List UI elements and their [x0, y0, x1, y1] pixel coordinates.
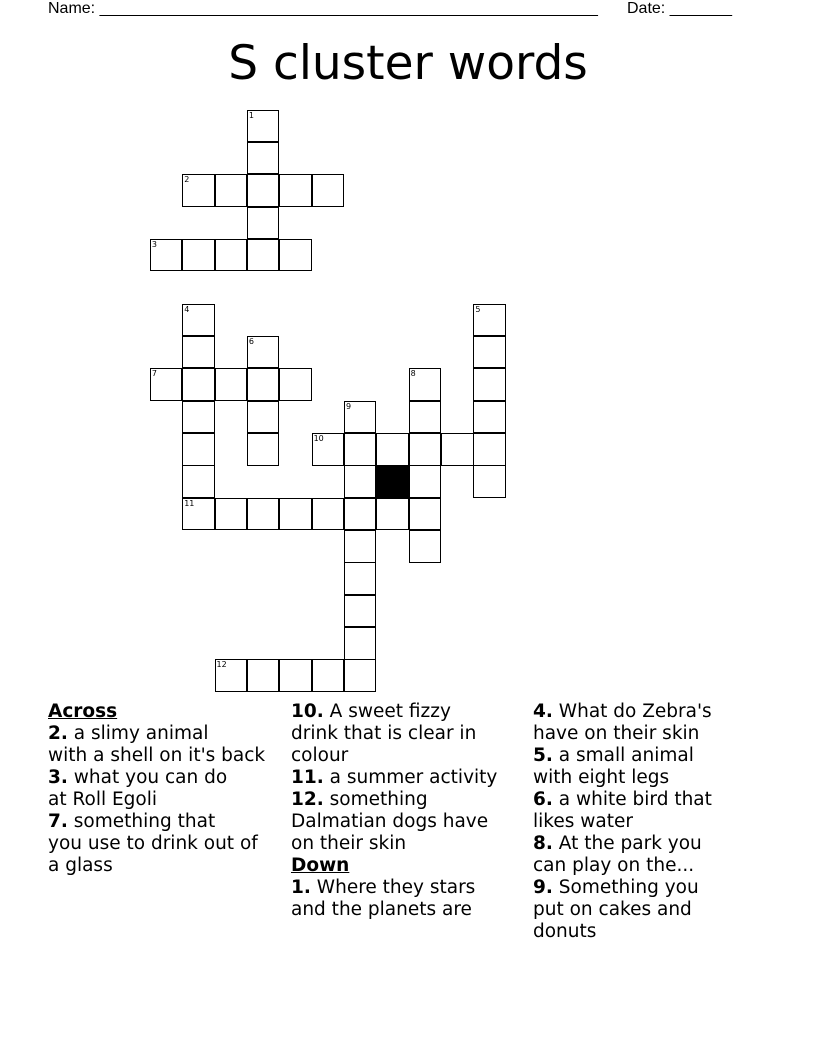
down-clue: [533, 701, 783, 745]
down-clue: [533, 789, 783, 833]
grid-cell[interactable]: [182, 401, 215, 434]
down-clue: [533, 833, 783, 877]
grid-cell[interactable]: [247, 659, 280, 692]
grid-cell[interactable]: [150, 368, 183, 401]
grid-cell[interactable]: [376, 498, 409, 531]
grid-cell[interactable]: [409, 465, 442, 498]
grid-cell[interactable]: [182, 368, 215, 401]
clue-text: a small animal: [558, 745, 694, 766]
grid-cell[interactable]: [182, 304, 215, 337]
clue-number-label: 11.: [291, 767, 324, 788]
clue-number: 6: [248, 336, 254, 346]
down-clue: [291, 877, 531, 921]
grid-cell[interactable]: [344, 401, 377, 434]
clue-number: 2: [184, 175, 190, 185]
grid-cell[interactable]: [344, 595, 377, 628]
clue-number-label: 3.: [48, 767, 68, 788]
grid-cell[interactable]: [409, 368, 442, 401]
clue-text: can play on the...: [533, 855, 695, 876]
grid-cell[interactable]: [279, 239, 312, 272]
clue-text: drink that is clear in: [291, 723, 477, 744]
down-clue: [533, 877, 783, 943]
grid-cell[interactable]: [279, 174, 312, 207]
grid-cell[interactable]: [344, 530, 377, 563]
clue-text: on their skin: [291, 833, 407, 854]
clue-number: 4: [184, 304, 190, 314]
grid-cell[interactable]: [215, 368, 248, 401]
clue-number: 8: [410, 369, 416, 379]
clue-number: 10: [313, 434, 324, 443]
grid-block-cell: [376, 465, 409, 498]
grid-cell[interactable]: [215, 498, 248, 531]
grid-cell[interactable]: [247, 239, 280, 272]
clue-text: Dalmatian dogs have: [291, 811, 489, 832]
clue-text: a slimy animal: [73, 723, 209, 744]
clue-number-label: 7.: [48, 811, 68, 832]
grid-cell[interactable]: [182, 465, 215, 498]
grid-cell[interactable]: [215, 659, 248, 692]
grid-cell[interactable]: [344, 627, 377, 660]
down-heading: Down: [291, 855, 350, 876]
clue-number-label: 6.: [533, 789, 553, 810]
clue-number-label: 1.: [291, 877, 311, 898]
clue-text: A sweet fizzy: [329, 701, 451, 722]
grid-cell[interactable]: [215, 174, 248, 207]
grid-cell[interactable]: [247, 174, 280, 207]
clue-text: At the park you: [558, 833, 702, 854]
clue-text: you use to drink out of: [48, 833, 258, 854]
grid-cell[interactable]: [344, 659, 377, 692]
clue-text: donuts: [533, 921, 597, 942]
across-clue: [48, 723, 288, 767]
grid-cell[interactable]: [312, 433, 345, 466]
clue-column-1: [48, 701, 288, 877]
clue-number-label: 10.: [291, 701, 324, 722]
clue-text: likes water: [533, 811, 633, 832]
clue-number-label: 8.: [533, 833, 553, 854]
grid-cell[interactable]: [441, 433, 474, 466]
grid-cell[interactable]: [279, 368, 312, 401]
grid-cell[interactable]: [344, 465, 377, 498]
clue-text: Something you: [558, 877, 699, 898]
across-clue: [291, 789, 531, 855]
clue-number: 9: [345, 401, 352, 411]
grid-cell[interactable]: [312, 659, 345, 692]
grid-cell[interactable]: [409, 498, 442, 531]
clue-number: 7: [151, 369, 157, 379]
clue-text: Where they stars: [316, 877, 476, 898]
clue-number: 1: [248, 110, 254, 120]
grid-cell[interactable]: [312, 498, 345, 531]
grid-cell[interactable]: [247, 498, 280, 531]
clue-number-label: 2.: [48, 723, 68, 744]
clue-text: something: [329, 789, 428, 810]
grid-cell[interactable]: [279, 498, 312, 531]
grid-cell[interactable]: [182, 433, 215, 466]
across-clue: [291, 701, 531, 767]
clue-column-3: [533, 701, 783, 943]
grid-cell[interactable]: [473, 368, 506, 401]
across-clue: [48, 811, 288, 877]
clue-text: colour: [291, 745, 349, 766]
grid-cell[interactable]: [247, 368, 280, 401]
across-clue: [48, 767, 288, 811]
across-heading: Across: [48, 701, 118, 722]
clue-number-label: 9.: [533, 877, 553, 898]
grid-cell[interactable]: [376, 433, 409, 466]
grid-cell[interactable]: [473, 401, 506, 434]
grid-cell[interactable]: [247, 207, 280, 240]
clue-text: and the planets are: [291, 899, 472, 920]
grid-cell[interactable]: [344, 498, 377, 531]
grid-cell[interactable]: [247, 401, 280, 434]
grid-cell[interactable]: [409, 433, 442, 466]
page-title: S cluster words: [228, 36, 588, 91]
clue-column-2: [291, 701, 531, 921]
clue-text: what you can do: [73, 767, 228, 788]
grid-cell[interactable]: [344, 433, 377, 466]
clue-text: with eight legs: [533, 767, 670, 788]
grid-cell[interactable]: [182, 498, 215, 531]
clue-text: have on their skin: [533, 723, 700, 744]
clue-text: a white bird that: [558, 789, 712, 810]
clue-text: put on cakes and: [533, 899, 692, 920]
name-field-label: Name: ________________________________________________________: [48, 0, 598, 17]
grid-cell[interactable]: [279, 659, 312, 692]
down-clue: [533, 745, 783, 789]
grid-cell[interactable]: [409, 530, 442, 563]
clue-number-label: 12.: [291, 789, 324, 810]
grid-cell[interactable]: [182, 336, 215, 369]
clue-number: 3: [151, 239, 157, 249]
grid-cell[interactable]: [473, 336, 506, 369]
grid-cell[interactable]: [409, 401, 442, 434]
grid-cell[interactable]: [215, 239, 248, 272]
grid-cell[interactable]: [312, 174, 345, 207]
across-clue: [291, 767, 531, 789]
clue-text: something that: [73, 811, 216, 832]
date-field-label: Date: _______: [627, 0, 732, 17]
clue-text: a summer activity: [329, 767, 498, 788]
grid-cell[interactable]: [150, 239, 183, 272]
clue-text: What do Zebra's: [558, 701, 712, 722]
clue-text: with a shell on it's back: [48, 745, 266, 766]
clue-number: 12: [216, 660, 227, 670]
clue-number: 5: [475, 304, 481, 314]
clue-number-label: 4.: [533, 701, 553, 722]
grid-cell[interactable]: [473, 433, 506, 466]
grid-cell[interactable]: [344, 562, 377, 595]
clue-number-label: 5.: [533, 745, 553, 766]
grid-cell[interactable]: [182, 239, 215, 272]
grid-cell[interactable]: [247, 110, 280, 143]
grid-cell[interactable]: [247, 336, 280, 369]
grid-cell[interactable]: [182, 174, 215, 207]
grid-cell[interactable]: [473, 304, 506, 337]
clue-text: at Roll Egoli: [48, 789, 158, 810]
grid-cell[interactable]: [247, 142, 280, 175]
clue-number: 11: [184, 498, 195, 508]
clue-text: a glass: [48, 855, 113, 876]
grid-cell[interactable]: [473, 465, 506, 498]
grid-cell[interactable]: [247, 433, 280, 466]
